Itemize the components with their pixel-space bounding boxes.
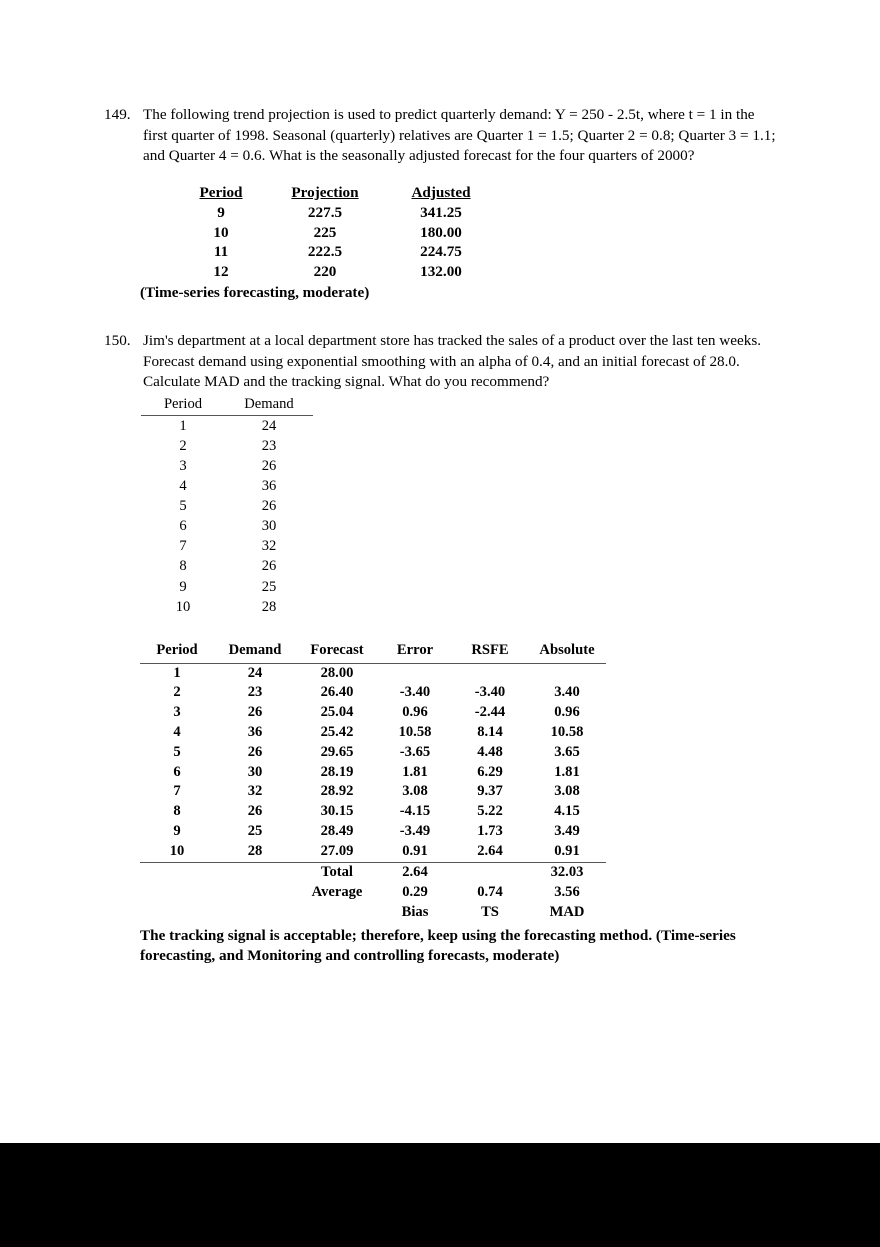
results-summary-average-error: 0.29 [402,884,428,901]
results-cell-rsfe: 2.64 [452,842,528,863]
table-row [140,822,606,842]
demand-cell-period: 6 [179,518,187,535]
results-cell-rsfe: -3.40 [474,684,506,701]
demand-cell-demand: 26 [261,498,277,515]
results-summary-blank [296,903,378,923]
table-row [140,723,606,743]
projection-cell-period: 11 [213,243,229,261]
results-summary-label-total: Total [321,864,353,881]
projection-cell-period: 9 [217,204,225,222]
question-149-text: The following trend projection is used to predict quarterly demand: Y = 250 - 2.5t, where t = 1 in the first quarter of 1998. Seasonal (quarterly) relatives are Quarter 1 = 1.5; Quarter 2 = 0.8; Quarter 3 = 1.1; and Quarter 4 = 0.6. What is the seasonally adjusted forecast for the four quarters of 2000? [143,106,776,165]
results-cell-demand: 26 [247,743,263,760]
demand-cell-demand: 32 [261,538,277,555]
results-cell-error: 1.81 [402,763,428,780]
results-summary-metric-bias: Bias [401,904,429,921]
demand-cell-demand: 25 [261,578,277,595]
demand-cell-period: 5 [179,498,187,515]
demand-cell-demand: 26 [261,558,277,575]
results-cell-forecast: 26.40 [320,684,354,701]
results-summary-blank [214,903,296,923]
results-cell-period: 6 [173,763,181,780]
results-cell-error: -4.15 [399,803,431,820]
results-cell-period: 5 [173,743,181,760]
results-cell-demand: 36 [247,723,263,740]
question-149-caption: (Time-series forecasting, moderate) [140,283,370,301]
results-cell-period: 9 [173,822,181,839]
demand-cell-demand: 36 [261,478,277,495]
demand-cell-period: 8 [179,558,187,575]
results-cell-forecast: 27.09 [296,842,378,863]
results-cell-demand: 32 [247,783,263,800]
results-cell-absolute: 0.91 [528,842,606,863]
question-149-number: 149. [104,106,131,123]
results-cell-error: 3.08 [402,783,428,800]
results-cell-forecast: 28.19 [320,763,354,780]
results-cell-error: 0.96 [402,704,428,721]
results-cell-forecast: 30.15 [320,803,354,820]
results-cell-absolute: 3.40 [554,684,580,701]
demand-header-demand: Demand [225,394,313,416]
results-summary-total-absolute: 32.03 [550,864,584,881]
bottom-black-band [0,1143,880,1247]
table-row [141,476,313,496]
results-cell-absolute: 10.58 [550,723,584,740]
results-summary-metric-ts: TS [481,904,499,921]
results-cell-rsfe: 6.29 [477,763,503,780]
results-cell-forecast: 28.92 [320,783,354,800]
demand-cell-period: 3 [179,457,187,474]
results-cell-forecast: 28.00 [320,664,354,681]
results-summary-total-rsfe [452,863,528,883]
spacer [0,617,880,641]
demand-table [141,394,313,617]
demand-cell-period: 7 [179,538,187,555]
projection-cell-period: 12 [213,262,229,280]
results-cell-absolute: 1.81 [554,763,580,780]
results-cell-forecast: 25.42 [320,723,354,740]
results-cell-error: -3.65 [399,743,431,760]
projection-header-period: Period [199,183,243,201]
results-header-error: Error [378,641,452,663]
table-row [140,782,606,802]
results-cell-forecast: 29.65 [320,743,354,760]
results-cell-period: 7 [173,783,181,800]
table-row [141,556,313,576]
results-summary-blank [140,903,214,923]
question-150-text: Jim's department at a local department store has tracked the sales of a product over the last ten weeks. Forecast demand using exponential smoothing with an alpha of 0.4, and an initial forecast of 28.0. Calculate MAD and the tracking signal. What do you recommend? [143,331,762,391]
results-cell-absolute: 3.49 [554,822,580,839]
results-cell-forecast: 28.49 [320,822,354,839]
demand-cell-period: 10 [175,598,191,615]
demand-table-head [141,394,313,416]
table-row [178,242,496,261]
results-cell-rsfe: 5.22 [477,803,503,820]
projection-cell-adjusted: 224.75 [420,243,462,261]
projection-cell-period: 10 [213,223,229,241]
question-150-number: 150. [104,331,131,349]
results-cell-period: 3 [173,704,181,721]
results-cell-demand: 26 [247,803,263,820]
table-row [141,415,313,436]
results-cell-demand: 23 [247,684,263,701]
table-row [141,516,313,536]
results-cell-period: 10 [140,842,214,863]
results-cell-error: -3.49 [399,822,431,839]
projection-cell-adjusted: 180.00 [420,223,462,241]
table-row [140,703,606,723]
results-cell-rsfe: 4.48 [477,743,503,760]
demand-cell-demand: 26 [261,457,277,474]
results-header-absolute: Absolute [528,641,606,663]
projection-table-body [178,203,496,281]
results-cell-error: 0.91 [378,842,452,863]
projection-cell-adjusted: 341.25 [420,204,462,222]
results-table-body [140,663,606,923]
table-row [178,203,496,222]
results-cell-demand: 24 [247,664,263,681]
results-summary-blank [214,863,296,883]
table-row [140,842,606,863]
projection-table-head [178,183,496,204]
table-row [141,456,313,476]
results-table-header-row [140,641,606,663]
demand-cell-period: 2 [179,437,187,454]
results-cell-rsfe: -2.44 [474,704,506,721]
question-150 [0,331,880,393]
results-cell-demand: 28 [214,842,296,863]
table-row [140,743,606,763]
table-row [140,763,606,783]
results-cell-demand: 30 [247,763,263,780]
demand-cell-period: 1 [179,417,187,434]
table-row [178,223,496,242]
demand-cell-period: 9 [179,578,187,595]
results-header-demand: Demand [214,641,296,663]
results-cell-rsfe: 8.14 [477,723,503,740]
results-cell-error: -3.40 [399,684,431,701]
results-header-period: Period [140,641,214,663]
demand-table-header-row [141,394,313,416]
results-cell-demand: 26 [247,704,263,721]
results-cell-error [378,663,452,683]
results-summary-average-rsfe: 0.74 [477,884,503,901]
spacer [0,167,880,183]
table-row [141,436,313,456]
table-row [141,577,313,597]
results-table-head [140,641,606,663]
table-row [141,496,313,516]
results-cell-rsfe: 9.37 [477,783,503,800]
demand-cell-demand: 28 [261,598,277,615]
results-cell-period: 4 [173,723,181,740]
results-cell-demand: 25 [247,822,263,839]
results-cell-absolute: 0.96 [554,704,580,721]
table-row [141,597,313,617]
projection-cell-projection: 220 [313,262,337,280]
results-summary-row-average [140,883,606,903]
demand-cell-demand: 24 [261,417,277,434]
results-summary-blank [140,863,214,883]
table-row [141,536,313,556]
results-cell-forecast: 25.04 [320,704,354,721]
question-150-answer: The tracking signal is acceptable; therefore, keep using the forecasting method. (Time-series forecasting, and Monitoring and controlling forecasts, moderate) [140,926,736,965]
top-margin-spacer [0,0,880,105]
results-cell-absolute: 4.15 [554,803,580,820]
demand-cell-demand: 23 [261,437,277,454]
spacer [0,393,880,394]
projection-cell-projection: 222.5 [307,243,343,261]
results-table [140,641,606,923]
projection-cell-projection: 227.5 [307,204,343,222]
spacer [0,303,880,331]
results-header-rsfe: RSFE [452,641,528,663]
results-cell-absolute: 3.65 [554,743,580,760]
results-cell-error: 10.58 [398,723,432,740]
results-header-forecast: Forecast [296,641,378,663]
projection-cell-projection: 225 [313,223,337,241]
projection-table [178,183,496,281]
results-summary-row-metrics [140,903,606,923]
demand-header-period: Period [141,394,225,416]
projection-table-header-row [178,183,496,204]
table-row [140,683,606,703]
results-cell-rsfe [452,663,528,683]
demand-table-body [141,415,313,616]
results-summary-label-average: Average [311,884,363,901]
results-cell-period: 8 [173,803,181,820]
results-cell-period: 1 [173,664,181,681]
results-cell-absolute [528,663,606,683]
demand-cell-demand: 30 [261,518,277,535]
table-row [178,262,496,281]
results-summary-metric-mad: MAD [549,904,585,921]
results-summary-blank [214,883,296,903]
projection-header-projection: Projection [291,183,359,201]
table-row [140,663,606,683]
projection-cell-adjusted: 132.00 [420,262,462,280]
demand-cell-period: 4 [179,478,187,495]
projection-header-adjusted: Adjusted [411,183,471,201]
results-summary-total-error: 2.64 [402,864,428,881]
question-149 [0,105,880,167]
results-summary-row-total [140,863,606,883]
results-cell-absolute: 3.08 [554,783,580,800]
results-summary-blank [140,883,214,903]
results-summary-average-absolute: 3.56 [554,884,580,901]
table-row [140,802,606,822]
results-cell-period: 2 [173,684,181,701]
results-cell-rsfe: 1.73 [477,822,503,839]
